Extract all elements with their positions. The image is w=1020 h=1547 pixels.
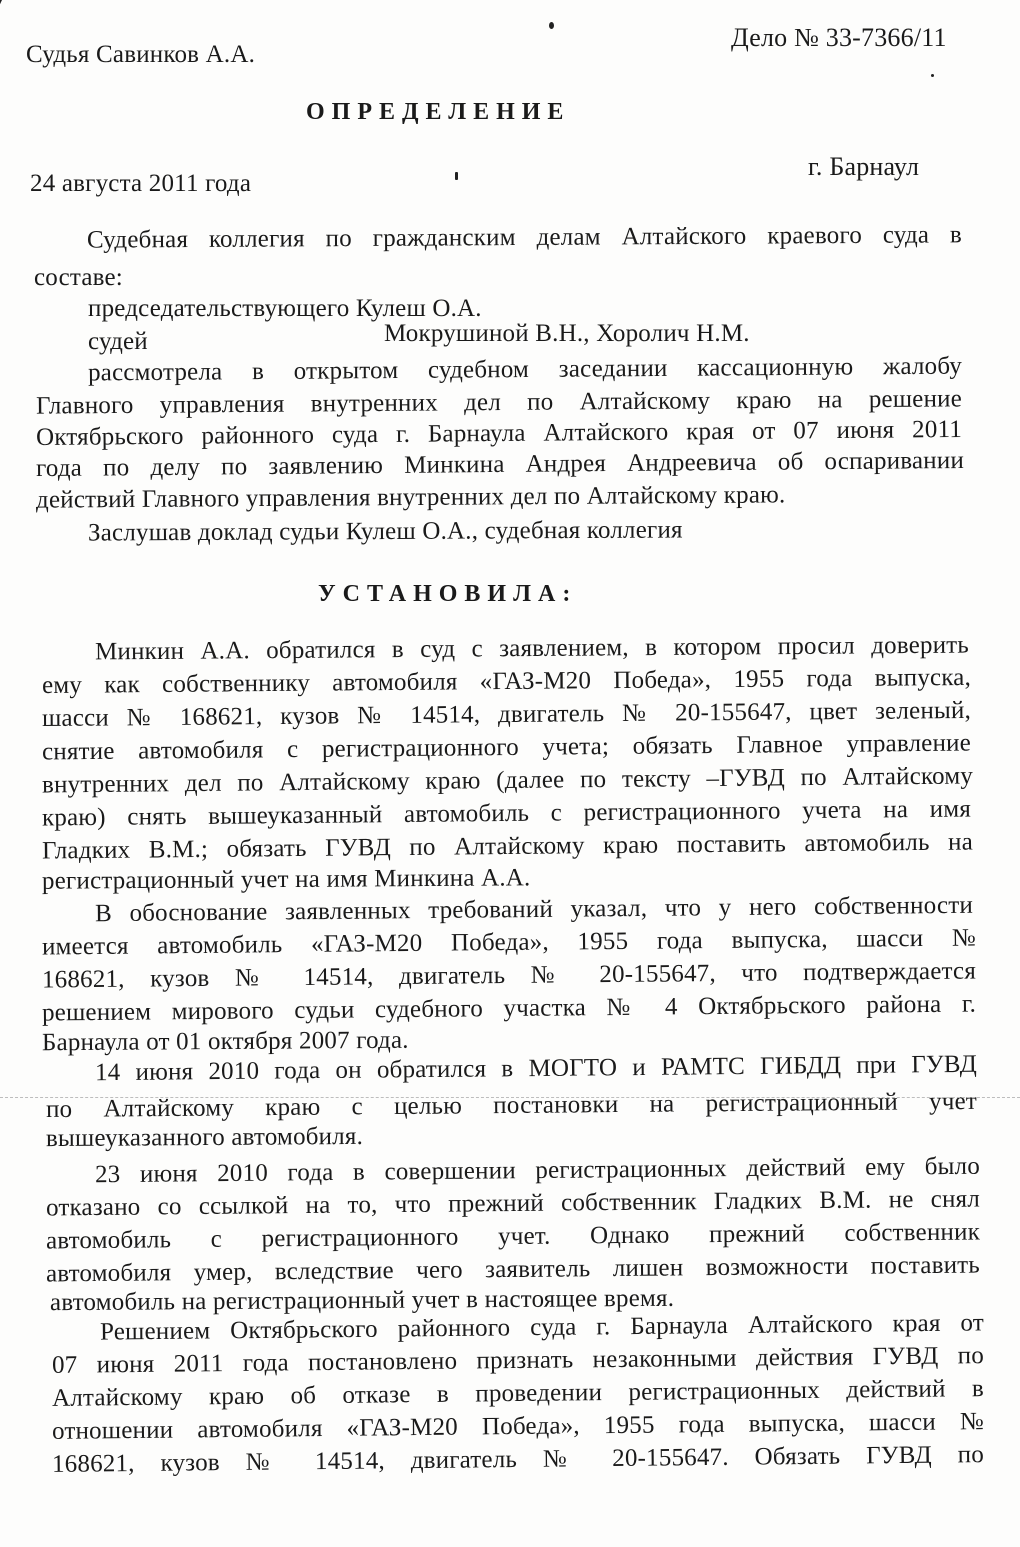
body-line: шасси № 168621, кузов № 14514, двигатель № 20-155647, цвет зеленый, [41,696,972,733]
body-line: Барнаула от 01 октября 2007 года. [41,1026,409,1057]
scan-corner-mark [0,0,22,40]
body-line: автомобиля умер, вследствие чего заявитель лишен возможности поставить [45,1251,981,1288]
scan-speck [455,172,458,180]
body-line: 168621, кузов № 14514, двигатель № 20-155647, что подтверждается [41,957,977,994]
body-line: снятие автомобиля с регистрационного учета; обязать Главное управление [41,729,972,766]
scan-speck [931,74,934,77]
intro-line: Судебная коллегия по гражданским делам Алтайского краевого суда в [86,221,963,254]
body-line: отказано со ссылкой на то, что прежний собственник Гладких В.М. не снял [45,1185,981,1222]
body-line: отношении автомобиля «ГАЗ-М20 Победа», 1955 года выпуска, шасси № [51,1408,985,1445]
presiding-judge: председательствующего Кулеш О.А. [88,295,482,322]
body-line: Алтайскому краю об отказе в проведении регистрационных действий в [51,1375,985,1412]
body-line: вышеуказанного автомобиля. [45,1122,364,1153]
document-city: г. Барнаул [808,152,920,181]
body-line: имеется автомобиль «ГАЗ-М20 Победа», 1955 года выпуска, шасси № [41,924,977,961]
judges-names: Мокрушиной В.Н., Хоролич Н.М. [384,320,750,347]
intro-line: Октябрьского районного суда г. Барнаула Алтайского края от 07 июня 2011 [35,415,963,452]
scan-speck [549,22,554,29]
judge-name: Судья Савинков А.А. [26,41,256,68]
intro-line: года по делу по заявлению Минкина Андрея Андреевича об оспаривании [35,446,965,483]
scan-fold-line [0,1097,1020,1098]
intro-line: составе: [34,264,123,291]
intro-line: рассмотрела в открытом судебном заседании кассационную жалобу [87,352,963,387]
body-line: по Алтайскому краю с целью постановки на регистрационный учет [45,1087,978,1124]
intro-line: Заслушав доклад судьи Кулеш О.А., судебная коллегия [87,516,683,547]
body-line: Решением Октябрьского районного суда г. Барнаула Алтайского края от [99,1309,985,1346]
intro-line: Главного управления внутренних дел по Алтайскому краю на решение [35,385,963,420]
judges-label: судей [88,328,148,355]
intro-line: действий Главного управления внутренних дел по Алтайскому краю. [35,481,786,514]
body-line: регистрационный учет на имя Минкина А.А. [41,864,531,895]
body-line: Гладких В.М.; обязать ГУВД по Алтайскому краю поставить автомобиль на [41,828,974,865]
body-line: краю) снять вышеуказанный автомобиль с регистрационного учета на имя [41,795,972,832]
body-line: автомобиль на регистрационный учет в настоящее время. [49,1284,675,1317]
body-line: решением мирового судьи судебного участка № 4 Октябрьского района г. [41,990,977,1027]
body-line: В обоснование заявленных требований указал, что у него собственности [94,891,974,928]
document-date: 24 августа 2011 года [30,170,252,197]
body-line: 23 июня 2010 года в совершении регистрационных действий ему было [94,1152,981,1189]
body-line: 168621, кузов № 14514, двигатель № 20-155647. Обязать ГУВД по [51,1441,985,1478]
case-number: Дело № 33-7366/11 [731,23,947,52]
body-line: 14 июня 2010 года он обратился в МОГТО и РАМТС ГИБДД при ГУВД [94,1050,978,1087]
body-line: 07 июня 2011 года постановлено признать незаконными действия ГУВД по [51,1342,985,1379]
body-line: автомобиль с регистрационного учет. Однако прежний собственник [45,1218,981,1255]
body-line: ему как собственнику автомобиля «ГАЗ-М20 Победа», 1955 года выпуска, [41,663,972,700]
section-title: УСТАНОВИЛА: [318,581,578,607]
document-title: ОПРЕДЕЛЕНИЕ [306,99,571,125]
body-line: внутренних дел по Алтайскому краю (далее по тексту –ГУВД по Алтайскому [41,762,974,799]
body-line: Минкин А.А. обратился в суд с заявлением, в котором просил доверить [94,631,970,666]
